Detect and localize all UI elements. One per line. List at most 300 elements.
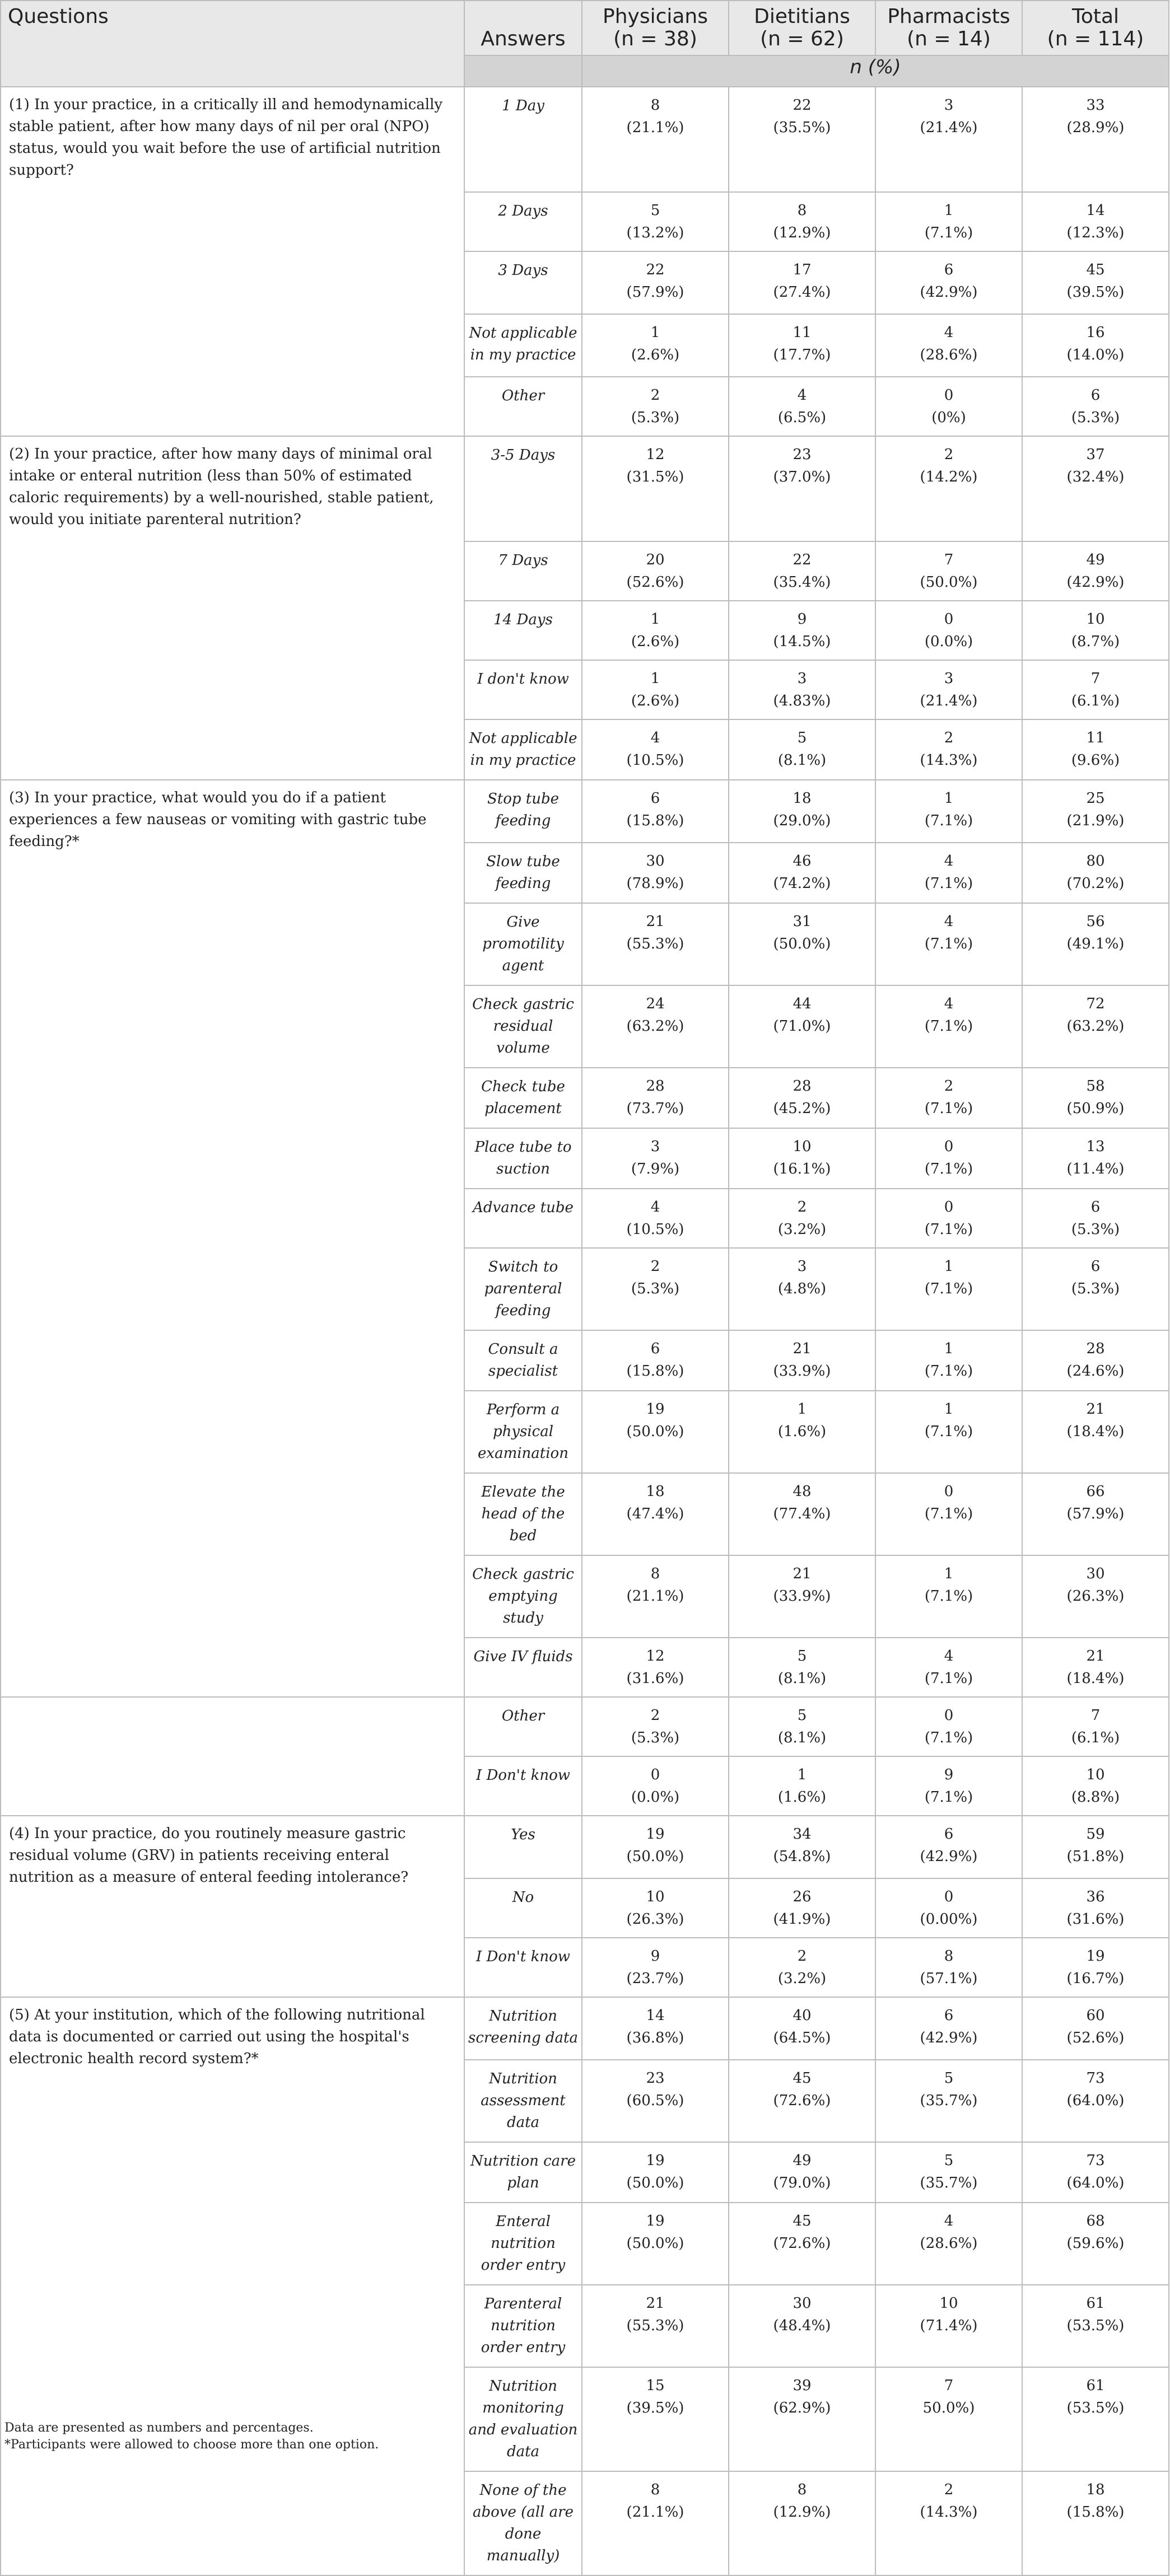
count-value: 2 (944, 730, 954, 746)
value-cell (1022, 2060, 1169, 2142)
count-value: 10 (646, 1888, 665, 1905)
value-cell (875, 87, 1022, 192)
count-value: 22 (646, 261, 665, 278)
count-value: 23 (793, 446, 812, 463)
unit-row-blank (464, 55, 582, 87)
count-value: 1 (944, 1401, 954, 1418)
count-value: 0 (944, 1138, 954, 1155)
value-cell (1022, 719, 1169, 780)
value-cell (875, 903, 1022, 985)
percent-value: (31.6%) (1066, 1911, 1125, 1928)
value-cell (729, 1878, 875, 1938)
question-cell: (3) In your practice, what would you do if a patient experiences a few nauseas or vomiting with gastric tube feeding?* (1, 780, 464, 1697)
value-cell (582, 1638, 729, 1697)
value-cell (582, 2471, 729, 2575)
value-cell (875, 719, 1022, 780)
percent-value: (57.9%) (626, 284, 684, 301)
value-cell (875, 314, 1022, 377)
value-cell (1022, 843, 1169, 903)
table-row (1, 87, 1169, 192)
percent-value: (26.3%) (1066, 1588, 1125, 1605)
count-value: 30 (793, 2295, 812, 2312)
count-value: 37 (1086, 446, 1105, 463)
group-header-dietitians (729, 1, 875, 55)
percent-value: (59.6%) (1066, 2235, 1125, 2252)
value-cell (1022, 985, 1169, 1068)
value-cell (875, 192, 1022, 251)
percent-value: (8.1%) (777, 1670, 827, 1687)
percent-value: (7.1%) (924, 936, 973, 952)
count-value: 4 (944, 853, 954, 869)
table-row (1, 780, 1169, 843)
percent-value: (35.4%) (773, 574, 831, 591)
value-cell (1022, 1189, 1169, 1248)
value-cell (729, 660, 875, 719)
value-cell (875, 601, 1022, 660)
percent-value: (52.6%) (626, 574, 684, 591)
table-header (1, 1, 1169, 87)
percent-value: (27.4%) (773, 284, 831, 301)
count-value: 6 (1090, 387, 1101, 404)
value-cell (582, 251, 729, 314)
value-cell (875, 660, 1022, 719)
value-cell (582, 601, 729, 660)
count-value: 60 (1086, 2007, 1105, 2024)
count-value: 21 (646, 2295, 665, 2312)
value-cell (582, 903, 729, 985)
count-value: 49 (793, 2152, 812, 2169)
answer-cell: Check gastric emptying study (464, 1555, 582, 1638)
percent-value: (42.9%) (920, 1848, 978, 1865)
percent-value: (3.2%) (777, 1970, 827, 1987)
percent-value: (2.6%) (631, 347, 680, 363)
count-value: 0 (944, 387, 954, 404)
percent-value: (0.0%) (924, 633, 973, 650)
percent-value: (63.2%) (1066, 1018, 1125, 1035)
count-value: 18 (1086, 2481, 1105, 2498)
count-value: 4 (944, 1648, 954, 1665)
answer-cell: 1 Day (464, 87, 582, 192)
percent-value: (12.3%) (1066, 225, 1125, 241)
count-value: 66 (1086, 1483, 1105, 1500)
count-value: 1 (944, 1565, 954, 1582)
count-value: 7 (1090, 670, 1101, 687)
value-cell (1022, 601, 1169, 660)
count-value: 59 (1086, 1826, 1105, 1843)
group-name: Total (1071, 5, 1120, 28)
percent-value: (2.6%) (631, 633, 680, 650)
count-value: 8 (944, 1948, 954, 1965)
percent-value: (73.7%) (626, 1100, 684, 1117)
value-cell (729, 1997, 875, 2060)
answer-cell: No (464, 1878, 582, 1938)
answer-cell: Check tube placement (464, 1068, 582, 1128)
value-cell (582, 660, 729, 719)
answer-cell: Slow tube feeding (464, 843, 582, 903)
percent-value: (21.1%) (626, 1588, 684, 1605)
answer-cell: Consult a specialist (464, 1330, 582, 1391)
percent-value: (7.1%) (924, 1588, 973, 1605)
percent-value: (21.4%) (920, 693, 978, 709)
value-cell (582, 1128, 729, 1189)
percent-value: (8.8%) (1071, 1789, 1120, 1806)
percent-value: (36.8%) (626, 2030, 684, 2046)
count-value: 9 (797, 611, 807, 628)
value-cell (1022, 2471, 1169, 2575)
percent-value: (12.9%) (773, 225, 831, 241)
value-cell (1022, 1555, 1169, 1638)
value-cell (582, 780, 729, 843)
value-cell (729, 1555, 875, 1638)
count-value: 31 (793, 913, 812, 930)
percent-value: (50.0%) (626, 1848, 684, 1865)
value-cell (875, 251, 1022, 314)
percent-value: (0%) (931, 409, 966, 426)
percent-value: (62.9%) (773, 2400, 831, 2416)
count-value: 20 (646, 551, 665, 568)
percent-value: (3.2%) (777, 1221, 827, 1238)
percent-value: (21.1%) (626, 119, 684, 136)
value-cell (729, 1248, 875, 1330)
count-value: 40 (793, 2007, 812, 2024)
percent-value: (6.5%) (777, 409, 827, 426)
count-value: 8 (797, 2481, 807, 2498)
percent-value: (35.5%) (773, 119, 831, 136)
count-value: 14 (646, 2007, 665, 2024)
value-cell (1022, 436, 1169, 541)
question-cell: (2) In your practice, after how many days of minimal oral intake or enteral nutrition (less than 50% of estimated caloric requirements) by a well-nourished, stable patient, would you initiate parenteral nutrition? (1, 436, 464, 780)
group-name: Physicians (602, 5, 708, 28)
count-value: 0 (944, 1888, 954, 1905)
count-value: 21 (1086, 1401, 1105, 1418)
value-cell (729, 377, 875, 436)
percent-value: (5.3%) (1071, 1221, 1120, 1238)
percent-value: (1.6%) (777, 1423, 827, 1440)
percent-value: (23.7%) (626, 1970, 684, 1987)
percent-value: (15.8%) (626, 1363, 684, 1380)
count-value: 19 (1086, 1948, 1105, 1965)
count-value: 12 (646, 446, 665, 463)
value-cell (1022, 2203, 1169, 2285)
percent-value: (9.6%) (1071, 752, 1120, 769)
percent-value: (32.4%) (1066, 469, 1125, 485)
count-value: 11 (1086, 730, 1105, 746)
count-value: 5 (944, 2152, 954, 2169)
percent-value: (14.2%) (920, 469, 978, 485)
percent-value: (71.0%) (773, 1018, 831, 1035)
value-cell (875, 2142, 1022, 2203)
percent-value: (5.3%) (1071, 1280, 1120, 1297)
percent-value: (28.6%) (920, 2235, 978, 2252)
count-value: 30 (1086, 1565, 1105, 1582)
value-cell (582, 1756, 729, 1816)
percent-value: (35.7%) (920, 2092, 978, 2109)
percent-value: (71.4%) (920, 2317, 978, 2334)
count-value: 8 (650, 1565, 660, 1582)
percent-value: (7.1%) (924, 1280, 973, 1297)
count-value: 14 (1086, 202, 1105, 219)
value-cell (582, 87, 729, 192)
value-cell (1022, 1997, 1169, 2060)
percent-value: (18.4%) (1066, 1423, 1125, 1440)
percent-value: (21.9%) (1066, 812, 1125, 829)
value-cell (582, 2203, 729, 2285)
value-cell (729, 903, 875, 985)
value-cell (582, 1816, 729, 1878)
table-row (1, 1997, 1169, 2060)
answer-cell: 14 Days (464, 601, 582, 660)
count-value: 2 (944, 2481, 954, 2498)
unit-label: n (%) (582, 55, 1169, 87)
count-value: 18 (646, 1483, 665, 1500)
count-value: 5 (944, 2070, 954, 2087)
count-value: 0 (944, 1199, 954, 1215)
percent-value: (10.5%) (626, 1221, 684, 1238)
percent-value: (7.1%) (924, 1729, 973, 1746)
question-cell: (5) At your institution, which of the following nutritional data is documented or carried out using the hospital's electronic health record system?* (1, 1997, 464, 2575)
count-value: 1 (797, 1766, 807, 1783)
value-cell (1022, 251, 1169, 314)
value-cell (1022, 1473, 1169, 1555)
percent-value: (42.9%) (920, 284, 978, 301)
count-value: 4 (944, 324, 954, 341)
value-cell (582, 1068, 729, 1128)
count-value: 6 (1090, 1258, 1101, 1275)
percent-value: (17.7%) (773, 347, 831, 363)
value-cell (875, 985, 1022, 1068)
group-count: (n = 14) (907, 27, 991, 50)
answer-cell: Enteral nutrition order entry (464, 2203, 582, 2285)
value-cell (875, 1555, 1022, 1638)
count-value: 21 (793, 1565, 812, 1582)
count-value: 7 (1090, 1707, 1101, 1724)
count-value: 58 (1086, 1078, 1105, 1095)
answer-cell: 3 Days (464, 251, 582, 314)
count-value: 4 (944, 913, 954, 930)
group-header-physicians (582, 1, 729, 55)
value-cell (729, 985, 875, 1068)
value-cell (875, 843, 1022, 903)
percent-value: (60.5%) (626, 2092, 684, 2109)
count-value: 15 (646, 2377, 665, 2394)
count-value: 56 (1086, 913, 1105, 930)
count-value: 34 (793, 1826, 812, 1843)
percent-value: (49.1%) (1066, 936, 1125, 952)
count-value: 18 (793, 790, 812, 807)
percent-value: (55.3%) (626, 2317, 684, 2334)
percent-value: (33.9%) (773, 1588, 831, 1605)
percent-value: (14.0%) (1066, 347, 1125, 363)
count-value: 4 (650, 730, 660, 746)
percent-value: (6.1%) (1071, 693, 1120, 709)
header-row (1, 1, 1169, 55)
percent-value: (7.1%) (924, 1670, 973, 1687)
questions-header: Questions (1, 1, 464, 87)
count-value: 6 (944, 1826, 954, 1843)
count-value: 45 (793, 2070, 812, 2087)
value-cell (729, 1816, 875, 1878)
count-value: 2 (650, 387, 660, 404)
count-value: 1 (944, 202, 954, 219)
percent-value: (39.5%) (626, 2400, 684, 2416)
value-cell (729, 251, 875, 314)
value-cell (729, 436, 875, 541)
answer-cell: None of the above (all are done manually) (464, 2471, 582, 2575)
percent-value: (37.0%) (773, 469, 831, 485)
value-cell (1022, 1391, 1169, 1473)
value-cell (582, 377, 729, 436)
percent-value: (13.2%) (626, 225, 684, 241)
percent-value: (57.9%) (1066, 1506, 1125, 1522)
answer-cell: Check gastric residual volume (464, 985, 582, 1068)
value-cell (582, 1697, 729, 1756)
answer-cell: Parenteral nutrition order entry (464, 2285, 582, 2367)
value-cell (1022, 1248, 1169, 1330)
percent-value: (7.1%) (924, 812, 973, 829)
percent-value: (78.9%) (626, 875, 684, 892)
count-value: 1 (944, 1258, 954, 1275)
value-cell (875, 1128, 1022, 1189)
percent-value: (42.9%) (920, 2030, 978, 2046)
percent-value: (50.0%) (626, 2235, 684, 2252)
value-cell (729, 1756, 875, 1816)
answer-cell: Other (464, 377, 582, 436)
count-value: 28 (793, 1078, 812, 1095)
value-cell (1022, 1938, 1169, 1997)
count-value: 5 (650, 202, 660, 219)
percent-value: (8.1%) (777, 1729, 827, 1746)
count-value: 8 (797, 202, 807, 219)
value-cell (1022, 2285, 1169, 2367)
count-value: 45 (793, 2213, 812, 2229)
group-count: (n = 38) (613, 27, 697, 50)
count-value: 73 (1086, 2070, 1105, 2087)
percent-value: (64.5%) (773, 2030, 831, 2046)
count-value: 21 (1086, 1648, 1105, 1665)
footnotes (4, 2420, 379, 2453)
value-cell (875, 541, 1022, 601)
answer-cell: Give promotility agent (464, 903, 582, 985)
value-cell (875, 780, 1022, 843)
count-value: 2 (650, 1258, 660, 1275)
count-value: 3 (944, 97, 954, 114)
count-value: 6 (944, 261, 954, 278)
value-cell (875, 2060, 1022, 2142)
value-cell (875, 1938, 1022, 1997)
count-value: 2 (944, 446, 954, 463)
count-value: 22 (793, 551, 812, 568)
count-value: 36 (1086, 1888, 1105, 1905)
percent-value: (16.7%) (1066, 1970, 1125, 1987)
count-value: 46 (793, 853, 812, 869)
percent-value: (7.1%) (924, 225, 973, 241)
count-value: 2 (944, 1078, 954, 1095)
value-cell (1022, 1128, 1169, 1189)
group-name: Pharmacists (887, 5, 1010, 28)
percent-value: (24.6%) (1066, 1363, 1125, 1380)
value-cell (729, 87, 875, 192)
value-cell (875, 2203, 1022, 2285)
percent-value: (35.7%) (920, 2175, 978, 2191)
count-value: 4 (944, 2213, 954, 2229)
count-value: 10 (793, 1138, 812, 1155)
percent-value: (57.1%) (920, 1970, 978, 1987)
value-cell (875, 1248, 1022, 1330)
value-cell (875, 2367, 1022, 2471)
count-value: 5 (797, 730, 807, 746)
percent-value: (7.9%) (631, 1161, 680, 1177)
value-cell (1022, 87, 1169, 192)
percent-value: (12.9%) (773, 2504, 831, 2521)
count-value: 4 (944, 995, 954, 1012)
count-value: 22 (793, 97, 812, 114)
count-value: 19 (646, 2152, 665, 2169)
value-cell (729, 1068, 875, 1128)
count-value: 17 (793, 261, 812, 278)
table-row (1, 436, 1169, 541)
value-cell (582, 2060, 729, 2142)
count-value: 73 (1086, 2152, 1105, 2169)
value-cell (729, 1938, 875, 1997)
count-value: 48 (793, 1483, 812, 1500)
count-value: 21 (793, 1340, 812, 1357)
answer-cell: I don't know (464, 660, 582, 719)
percent-value: 50.0%) (922, 2400, 975, 2416)
value-cell (875, 2471, 1022, 2575)
count-value: 80 (1086, 853, 1105, 869)
value-cell (875, 1391, 1022, 1473)
value-cell (875, 1189, 1022, 1248)
count-value: 19 (646, 2213, 665, 2229)
count-value: 61 (1086, 2295, 1105, 2312)
percent-value: (1.6%) (777, 1789, 827, 1806)
answer-cell: Give IV fluids (464, 1638, 582, 1697)
value-cell (1022, 660, 1169, 719)
value-cell (729, 1391, 875, 1473)
count-value: 45 (1086, 261, 1105, 278)
percent-value: (52.6%) (1066, 2030, 1125, 2046)
value-cell (729, 2471, 875, 2575)
count-value: 2 (797, 1948, 807, 1965)
value-cell (582, 314, 729, 377)
percent-value: (47.4%) (626, 1506, 684, 1522)
count-value: 72 (1086, 995, 1105, 1012)
value-cell (1022, 1816, 1169, 1878)
percent-value: (55.3%) (626, 936, 684, 952)
answer-cell: Nutrition care plan (464, 2142, 582, 2203)
count-value: 28 (1086, 1340, 1105, 1357)
answers-header: Answers (464, 1, 582, 55)
value-cell (1022, 1697, 1169, 1756)
value-cell (582, 843, 729, 903)
value-cell (582, 985, 729, 1068)
count-value: 19 (646, 1401, 665, 1418)
value-cell (1022, 314, 1169, 377)
count-value: 11 (793, 324, 812, 341)
value-cell (875, 1697, 1022, 1756)
count-value: 44 (793, 995, 812, 1012)
answer-cell: Not applicable in my practice (464, 719, 582, 780)
value-cell (582, 2285, 729, 2367)
percent-value: (14.5%) (773, 633, 831, 650)
percent-value: (0.00%) (920, 1911, 978, 1928)
percent-value: (5.3%) (631, 1280, 680, 1297)
value-cell (729, 192, 875, 251)
count-value: 0 (944, 1483, 954, 1500)
percent-value: (2.6%) (631, 693, 680, 709)
count-value: 0 (944, 1707, 954, 1724)
answer-cell: Switch to parenteral feeding (464, 1248, 582, 1330)
